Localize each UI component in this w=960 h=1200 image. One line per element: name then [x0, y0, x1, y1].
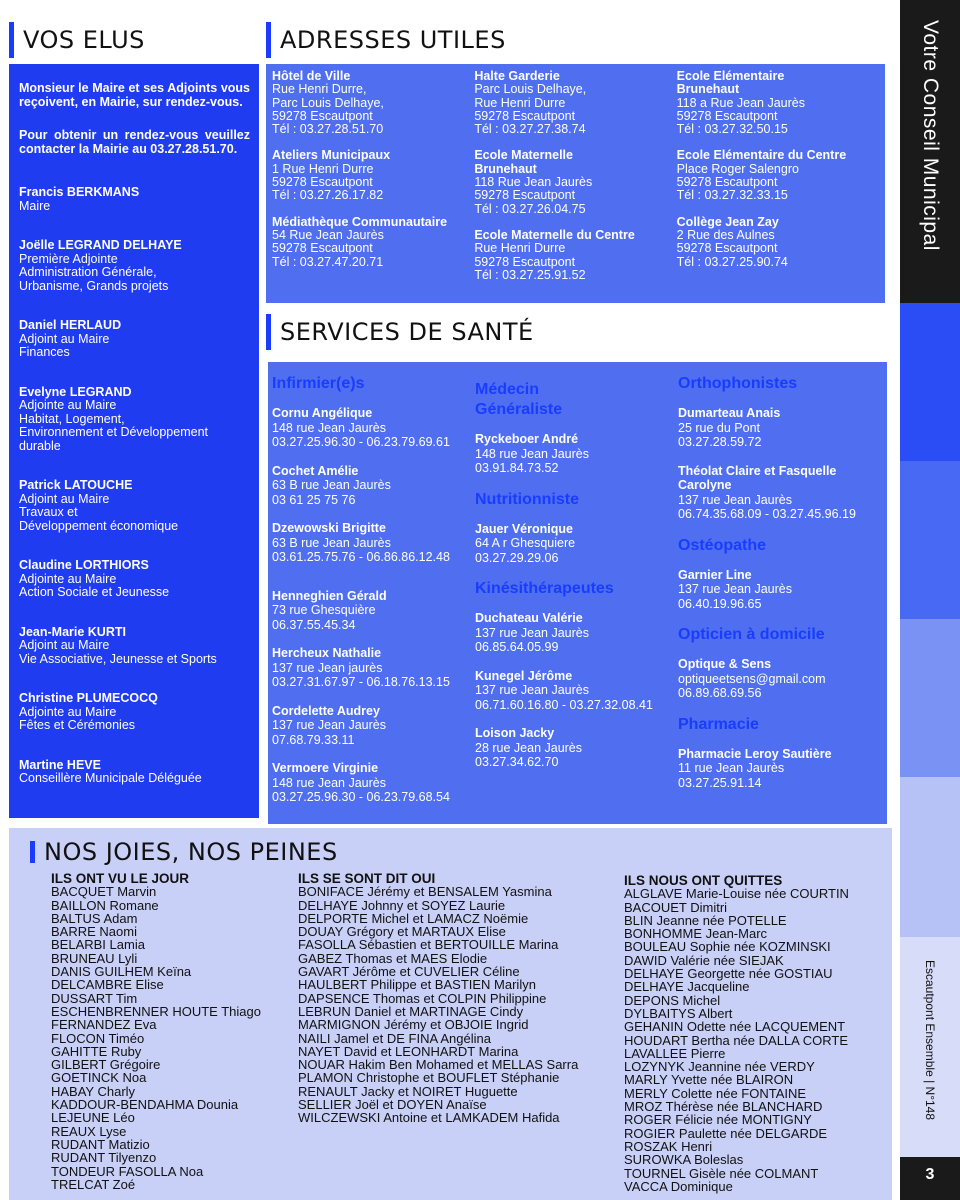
practitioner-details: 137 rue Jean Jaurès 06.85.64.05.99 — [475, 625, 589, 654]
elu-role: Adjoint au Maire Travaux et Développement économique — [19, 491, 179, 533]
header-title: ADRESSES UTILES — [280, 26, 506, 54]
list-item: HOUDART Bertha née DALLA CORTE — [624, 1032, 848, 1048]
list-item: MARLY Yvette née BLAIRON — [624, 1072, 794, 1088]
list-item: DELPORTE Michel et LAMACZ Noëmie — [298, 910, 529, 926]
list-item: NOUAR Hakim Ben Mohamed et MELLAS Sarra — [298, 1057, 579, 1073]
list-item: BLIN Jeanne née POTELLE — [624, 912, 787, 928]
elu-role: Conseillère Municipale Déléguée — [19, 771, 202, 785]
list-item: BOULEAU Sophie née KOZMINSKI — [624, 939, 831, 955]
list-item: ALGLAVE Marie-Louise née COURTIN — [624, 886, 849, 902]
list-item: BELARBI Lamia — [51, 937, 145, 953]
address-entry — [272, 70, 474, 136]
header-services-sante — [266, 314, 534, 350]
sante-entry — [272, 761, 475, 805]
elu-entry — [19, 759, 250, 786]
header-accent-bar — [266, 22, 271, 58]
list-heading: ILS NOUS ONT QUITTES — [624, 873, 783, 888]
list-item: LAVALLEE Pierre — [624, 1045, 726, 1061]
list-item: DELHAYE Georgette née GOSTIAU — [624, 966, 833, 982]
sante-entry — [678, 464, 881, 522]
list-item: TRELCAT Zoé — [51, 1176, 136, 1192]
elus-list — [19, 186, 250, 786]
elu-entry — [19, 559, 250, 600]
practitioner-details: optiqueetsens@gmail.com 06.89.68.69.56 — [678, 671, 826, 700]
practitioner-name: Jauer Véronique — [475, 521, 573, 536]
sante-entry — [678, 657, 881, 701]
sante-entry — [678, 406, 881, 450]
practitioner-details: 73 rue Ghesquière 06.37.55.45.34 — [272, 603, 376, 632]
address-name: Ateliers Municipaux — [272, 148, 391, 163]
practitioner-name: Henneghien Gérald — [272, 588, 387, 603]
list-item: LOZYNYK Jeannine née VERDY — [624, 1059, 815, 1075]
list-item: BACQUET Marvin — [51, 884, 157, 900]
practitioner-name: Pharmacie Leroy Sautière — [678, 746, 832, 761]
list-item: DANIS GUILHEM Keïna — [51, 964, 192, 980]
list-item: DELCAMBRE Elise — [51, 977, 164, 993]
list-item: GAHITTE Ruby — [51, 1043, 142, 1059]
practitioner-name: Cornu Angélique — [272, 406, 373, 420]
address-name: Halte Garderie — [474, 69, 560, 83]
elu-name: Patrick LATOUCHE — [19, 478, 133, 492]
sidebar-stripe — [900, 619, 960, 777]
list-item: DAPSENCE Thomas et COLPIN Philippine — [298, 990, 547, 1006]
list-item: GEHANIN Odette née LACQUEMENT — [624, 1019, 846, 1035]
list-item: SUROWKA Boleslas — [624, 1152, 744, 1168]
list-item: BONHOMME Jean-Marc — [624, 926, 768, 942]
list-item: BACOUET Dimitri — [624, 899, 728, 915]
list-item: PLAMON Christophe et BOUFLET Stéphanie — [298, 1070, 560, 1086]
practitioner-details: 137 rue Jean Jaurès 06.74.35.68.09 - 03.27.45.96.19 — [678, 492, 856, 521]
header-adresses-utiles — [266, 22, 506, 58]
elus-panel — [9, 64, 259, 818]
elu-name: Evelyne LEGRAND — [19, 384, 132, 399]
adresses-panel — [266, 64, 885, 303]
practitioner-name: Dzewowski Brigitte — [272, 521, 386, 535]
list-item: MROZ Thérèse née BLANCHARD — [624, 1099, 823, 1115]
list-item: GILBERT Grégoire — [51, 1057, 161, 1073]
sante-category: Ostéopathe — [678, 536, 767, 554]
list-item: FERNANDEZ Eva — [51, 1017, 157, 1033]
elu-role: Maire — [19, 198, 51, 213]
elu-role: Adjointe au Maire Action Sociale et Jeunesse — [19, 571, 170, 599]
address-name: Ecole Maternelle Brunehaut — [474, 148, 573, 176]
address-lines: 118 a Rue Jean Jaurès 59278 Escautpont Tél : 03.27.32.50.15 — [676, 95, 805, 137]
practitioner-name: Cochet Amélie — [272, 463, 359, 478]
address-name: Médiathèque Communautaire — [272, 214, 448, 229]
elu-entry — [19, 239, 250, 293]
list-item: VACCA Dominique — [624, 1178, 733, 1194]
practitioner-name: Optique & Sens — [678, 657, 772, 671]
sante-entry — [272, 464, 475, 508]
list-item: ROGER Félicie née MONTIGNY — [624, 1112, 812, 1128]
list-item: BRUNEAU Lyli — [51, 950, 138, 966]
header-title: SERVICES DE SANTÉ — [280, 318, 534, 346]
list-item: RENAULT Jacky et NOIRET Huguette — [298, 1083, 518, 1099]
list-item: KADDOUR-BENDAHMA Dounia — [51, 1097, 239, 1113]
address-lines: Rue Henri Durre, Parc Louis Delhaye, 59278 Escautpont Tél : 03.27.28.51.70 — [272, 82, 384, 137]
sante-entry — [678, 747, 881, 791]
elu-name: Joëlle LEGRAND DELHAYE — [19, 238, 182, 252]
header-title: VOS ELUS — [23, 26, 145, 54]
list-item: ROGIER Paulette née DELGARDE — [624, 1125, 828, 1141]
elu-name: Francis BERKMANS — [19, 185, 140, 199]
sante-entry — [475, 432, 678, 476]
address-lines: 118 Rue Jean Jaurès 59278 Escautpont Tél : 03.27.26.04.75 — [474, 175, 593, 216]
elu-role: Adjoint au Maire Vie Associative, Jeunesse et Sports — [19, 638, 217, 666]
practitioner-details: 28 rue Jean Jaurès 03.27.34.62.70 — [475, 740, 583, 769]
header-joies-peines — [30, 839, 338, 865]
sante-column — [272, 374, 475, 824]
sante-entry — [678, 568, 881, 612]
address-entry — [272, 149, 474, 202]
practitioner-details: 11 rue Jean Jaurès 03.27.25.91.14 — [678, 761, 785, 790]
issue-label: Escautpont Ensemble | N°148 — [923, 960, 937, 1121]
list-item: GOETINCK Noa — [51, 1070, 147, 1086]
elu-entry — [19, 692, 250, 733]
header-accent-bar — [266, 314, 271, 350]
address-lines: Place Roger Salengro 59278 Escautpont Tél : 03.27.32.33.15 — [676, 161, 799, 203]
elu-name: Martine HEVE — [19, 757, 101, 772]
address-lines: Parc Louis Delhaye, Rue Henri Durre 59278 Escautpont Tél : 03.27.27.38.74 — [474, 82, 587, 137]
adresses-column — [474, 70, 676, 303]
sante-entry — [272, 521, 475, 565]
address-entry — [474, 70, 676, 136]
right-sidebar — [900, 0, 960, 1200]
address-entry — [474, 149, 676, 215]
list-item: MARMIGNON Jérémy et OBJOIE Ingrid — [298, 1017, 529, 1033]
sidebar-stripe — [900, 303, 960, 461]
practitioner-name: Garnier Line — [678, 567, 752, 582]
practitioner-details: 148 rue Jean Jaurès 03.27.25.96.30 - 06.23.79.69.61 — [272, 420, 450, 449]
list-item: FASOLLA Sébastien et BERTOUILLE Marina — [298, 937, 559, 953]
list-item: LEBRUN Daniel et MARTINAGE Cindy — [298, 1003, 524, 1019]
sante-entry — [272, 406, 475, 450]
sante-column — [678, 374, 881, 824]
elus-contact: Pour obtenir un rendez-vous veuillez contacter la Mairie au 03.27.28.51.70. — [19, 128, 250, 156]
address-name: Ecole Elémentaire du Centre — [676, 148, 847, 163]
header-vos-elus — [9, 22, 145, 58]
elu-role: Première Adjointe Administration Générale, Urbanisme, Grands projets — [19, 251, 169, 293]
practitioner-details: 63 B rue Jean Jaurès 03.61.25.75.76 - 06.86.86.12.48 — [272, 535, 450, 564]
header-accent-bar — [30, 841, 35, 863]
sante-category: Infirmier(e)s — [272, 375, 365, 392]
address-lines: 54 Rue Jean Jaurès 59278 Escautpont Tél : 03.27.47.20.71 — [272, 227, 384, 269]
sante-entry — [475, 611, 678, 655]
sante-category: Orthophonistes — [678, 375, 798, 392]
practitioner-details: 25 rue du Pont 03.27.28.59.72 — [678, 420, 762, 449]
list-item: BARRE Naomi — [51, 924, 137, 940]
practitioner-name: Loison Jacky — [475, 726, 555, 740]
list-item: FLOCON Timéo — [51, 1030, 145, 1046]
list-item: DELHAYE Johnny et SOYEZ Laurie — [298, 897, 506, 913]
adresses-column — [272, 70, 474, 303]
elu-entry — [19, 186, 250, 213]
list-item: DEPONS Michel — [624, 992, 721, 1008]
address-entry — [272, 216, 474, 269]
address-entry — [474, 229, 676, 282]
elu-entry — [19, 479, 250, 533]
list-item: DOUAY Grégory et MARTAUX Elise — [298, 924, 506, 940]
practitioner-name: Théolat Claire et Fasquelle Carolyne — [678, 463, 837, 492]
sante-column — [475, 374, 678, 824]
elu-name: Christine PLUMECOCQ — [19, 691, 158, 705]
sante-entry — [272, 646, 475, 690]
list-item: RUDANT Matizio — [51, 1136, 150, 1152]
practitioner-details: 137 rue Jean jaurès 03.27.31.67.97 - 06.18.76.13.15 — [272, 660, 450, 689]
list-item: GABEZ Thomas et MAES Elodie — [298, 950, 488, 966]
list-item: RUDANT Tilyenzo — [51, 1150, 157, 1166]
list-item: HABAY Charly — [51, 1083, 136, 1099]
sante-category: Opticien à domicile — [678, 626, 825, 643]
practitioner-name: Hercheux Nathalie — [272, 646, 382, 660]
list-item: BONIFACE Jérémy et BENSALEM Yasmina — [298, 884, 552, 900]
practitioner-name: Duchateau Valérie — [475, 611, 583, 625]
practitioner-name: Ryckeboer André — [475, 432, 579, 446]
address-lines: Rue Henri Durre 59278 Escautpont Tél : 03.27.25.91.52 — [474, 241, 586, 282]
elu-entry — [19, 386, 250, 454]
header-accent-bar — [9, 22, 14, 58]
practitioner-details: 137 rue Jean Jaurès 06.40.19.96.65 — [678, 582, 792, 611]
list-item: TONDEUR FASOLLA Noa — [51, 1163, 204, 1179]
list-item: NAYET David et LEONHARDT Marina — [298, 1043, 519, 1059]
practitioner-details: 137 rue Jean Jaurès 07.68.79.33.11 — [272, 718, 386, 747]
elu-name: Jean-Marie KURTI — [19, 624, 126, 639]
list-item: WILCZEWSKI Antoine et LAMKADEM Hafida — [298, 1110, 560, 1126]
elu-entry — [19, 626, 250, 667]
practitioner-name: Vermoere Virginie — [272, 761, 379, 775]
list-item: HAULBERT Philippe et BASTIEN Marilyn — [298, 977, 536, 993]
elu-role: Adjoint au Maire Finances — [19, 331, 110, 359]
practitioner-details: 148 rue Jean Jaurès 03.27.25.96.30 - 06.23.79.68.54 — [272, 775, 450, 804]
elu-name: Daniel HERLAUD — [19, 318, 122, 332]
list-item: ESCHENBRENNER HOUTE Thiago — [51, 1003, 261, 1019]
address-lines: 2 Rue des Aulnes 59278 Escautpont Tél : 03.27.25.90.74 — [676, 227, 788, 269]
sante-entry — [475, 726, 678, 770]
sante-category: Nutritionniste — [475, 490, 579, 508]
sidebar-stripe — [900, 461, 960, 619]
elu-name: Claudine LORTHIORS — [19, 558, 149, 572]
list-item: BALTUS Adam — [51, 910, 138, 926]
address-entry — [677, 149, 879, 202]
sidebar-title: Votre Conseil Municipal — [919, 20, 942, 251]
deces-list — [624, 874, 849, 1193]
adresses-column — [677, 70, 879, 303]
list-item: LEJEUNE Léo — [51, 1110, 135, 1126]
sante-entry — [475, 669, 678, 713]
address-name: Hôtel de Ville — [272, 69, 351, 83]
elu-entry — [19, 319, 250, 360]
mariages-list — [298, 872, 578, 1125]
practitioner-details: 137 rue Jean Jaurès 06.71.60.16.80 - 03.27.32.08.41 — [475, 683, 653, 712]
sante-entry — [272, 589, 475, 633]
list-item: DELHAYE Jacqueline — [624, 979, 750, 995]
sante-entry — [475, 522, 678, 566]
naissances-list — [51, 872, 261, 1191]
practitioner-details: 148 rue Jean Jaurès 03.91.84.73.52 — [475, 446, 589, 475]
page-number: 3 — [925, 1166, 935, 1183]
practitioner-name: Dumarteau Anais — [678, 406, 781, 420]
joies-panel — [9, 828, 892, 1200]
list-item: NAILI Jamel et DE FINA Angélina — [298, 1030, 491, 1046]
list-item: DUSSART Tim — [51, 990, 138, 1006]
list-item: TOURNEL Gisèle née COLMANT — [624, 1165, 819, 1181]
list-heading: ILS ONT VU LE JOUR — [51, 871, 190, 886]
list-item: DAWID Valérie née SIEJAK — [624, 952, 784, 968]
practitioner-name: Kunegel Jérôme — [475, 668, 573, 683]
address-name: Ecole Elémentaire Brunehaut — [676, 69, 785, 97]
elu-role: Adjointe au Maire Habitat, Logement, Environnement et Développement durable — [19, 398, 209, 453]
sante-category: Médecin Généraliste — [475, 381, 563, 418]
address-lines: 1 Rue Henri Durre 59278 Escautpont Tél : 03.27.26.17.82 — [272, 161, 384, 203]
list-item: SELLIER Joël et DOYEN Anaïse — [298, 1097, 487, 1113]
list-item: ROSZAK Henri — [624, 1138, 713, 1154]
sidebar-stripe — [900, 777, 960, 937]
address-entry — [677, 70, 879, 136]
practitioner-details: 64 A r Ghesquiere 03.27.29.29.06 — [475, 536, 576, 565]
elu-role: Adjointe au Maire Fêtes et Cérémonies — [19, 704, 136, 732]
header-title: NOS JOIES, NOS PEINES — [44, 838, 338, 866]
list-heading: ILS SE SONT DIT OUI — [298, 871, 436, 886]
address-name: Ecole Maternelle du Centre — [474, 227, 635, 242]
list-item: REAUX Lyse — [51, 1123, 127, 1139]
sante-category: Kinésithérapeutes — [475, 580, 614, 597]
list-item: DYLBAITYS Albert — [624, 1005, 733, 1021]
sante-category: Pharmacie — [678, 715, 759, 733]
elus-intro: Monsieur le Maire et ses Adjoints vous reçoivent, en Mairie, sur rendez-vous. — [19, 81, 250, 109]
practitioner-details: 63 B rue Jean Jaurès 03 61 25 75 76 — [272, 478, 391, 507]
sante-panel — [268, 362, 887, 824]
list-item: GAVART Jérôme et CUVELIER Céline — [298, 964, 520, 980]
address-entry — [677, 216, 879, 269]
list-item: BAILLON Romane — [51, 897, 159, 913]
practitioner-name: Cordelette Audrey — [272, 703, 380, 718]
list-item: MERLY Colette née FONTAINE — [624, 1085, 807, 1101]
sante-entry — [272, 704, 475, 748]
address-name: Collège Jean Zay — [676, 214, 779, 229]
